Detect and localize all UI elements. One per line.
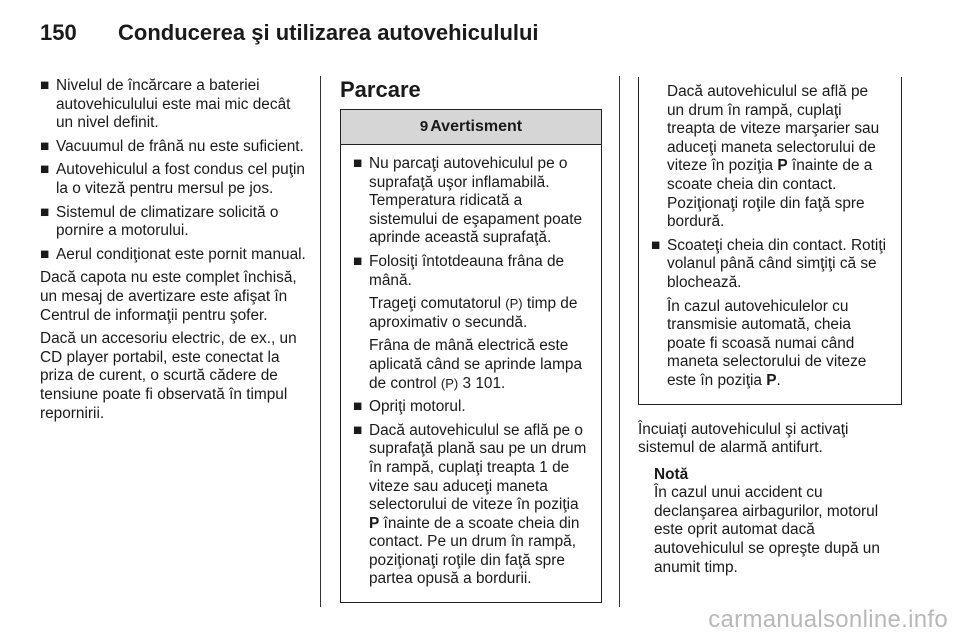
- paragraph: Frâna de mână electrică este aplicată când se aprinde lampa de control (P) 3 101.: [369, 337, 583, 392]
- paragraph: Trageţi comutatorul (P) timp de aproximativ o secundă.: [369, 295, 578, 331]
- warning-title: Avertisment: [430, 117, 523, 135]
- bullet-icon: ■: [40, 161, 50, 179]
- bullet-icon: ■: [40, 203, 50, 221]
- column-2: [340, 77, 602, 603]
- list-item: ■ Vacuumul de frână nu este suficient.: [40, 137, 304, 155]
- bullet-icon: ■: [40, 137, 50, 155]
- warning-triangle-icon: 9: [419, 117, 429, 135]
- warning-body: [639, 77, 901, 404]
- column-3: [638, 77, 902, 577]
- list-item: ■ Opriţi motorul.: [353, 398, 466, 416]
- page-number: 150: [40, 20, 77, 45]
- list-item: ■ Autovehiculul a fost condus cel puţin la o viteză pentru mersul pe jos.: [40, 161, 305, 197]
- column-1: [40, 77, 306, 428]
- section-title: Parcare: [340, 77, 421, 102]
- list-item: ■ Aerul condiţionat este pornit manual.: [40, 245, 306, 263]
- paragraph: În cazul autovehiculelor cu transmisie automată, cheia poate fi scoasă numai când maneta selectorului de viteze este în poziţia P.: [667, 297, 867, 389]
- list-item: ■ Nu parcaţi autovehiculul pe o suprafaţă uşor inflamabilă. Temperatura ridicată a sistemului de eşapament poate aprinde această suprafaţă.: [353, 155, 583, 247]
- note-title: Notă: [654, 465, 689, 483]
- paragraph: Dacă un accesoriu electric, de ex., un CD player portabil, este conectat la priza de curent, o scurtă cădere de tensiune poate fi observată în timpul repornirii.: [40, 330, 297, 422]
- paragraph: Încuiaţi autovehiculul şi activaţi sistemul de alarmă antifurt.: [638, 420, 849, 457]
- parking-brake-icon: (P): [440, 375, 459, 391]
- note-text: În cazul unui accident cu declanşarea airbagurilor, motorul este oprit automat dacă autovehiculul se opreşte după un anumit timp.: [654, 484, 880, 576]
- bullet-icon: ■: [353, 421, 363, 439]
- parking-brake-icon: (P): [505, 296, 523, 312]
- bullet-icon: ■: [353, 252, 363, 270]
- column-divider-left: [320, 76, 321, 607]
- bullet-icon: ■: [40, 245, 50, 263]
- note: [638, 466, 902, 578]
- list-item: ■ Nivelul de încărcare a bateriei autovehiculului este mai mic decât un nivel definit.: [40, 77, 291, 132]
- warning-box-continued: [638, 77, 902, 405]
- list-item: ■ Scoateţi cheia din contact. Rotiţi volanul până când simţiţi că se blochează.: [651, 236, 887, 291]
- warning-header: [341, 109, 601, 145]
- list-item: ■ Folosiţi întotdeauna frâna de mână.: [353, 252, 565, 289]
- bullet-icon: ■: [353, 155, 363, 172]
- watermark: carmanualsonline.info: [708, 606, 948, 633]
- chapter-title: Conducerea şi utilizarea autovehiculului: [118, 20, 539, 45]
- bullet-icon: ■: [353, 398, 363, 416]
- column-divider-right: [619, 76, 620, 607]
- list-item: ■ Dacă autovehiculul se află pe o suprafaţă plană sau pe un drum în rampă, cuplaţi treapta 1 de viteze sau aduceţi maneta selectorului de viteze în poziţia P înainte de a scoate cheia din contact. Pe un drum în rampă, poziţionaţi roţile din faţă spre partea opusă a bordurii.: [353, 421, 587, 588]
- paragraph: Dacă autovehiculul se află pe un drum în rampă, cuplaţi treapta de viteze marşarier sau aduceţi maneta selectorului de viteze în poziţia P înainte de a scoate cheia din contact. Poziţionaţi roţile din faţă spre bordură.: [667, 83, 880, 231]
- bullet-icon: ■: [40, 77, 50, 94]
- warning-body: [341, 145, 601, 602]
- list-item: ■ Sistemul de climatizare solicită o pornire a motorului.: [40, 203, 279, 240]
- paragraph: Dacă capota nu este complet închisă, un mesaj de avertizare este afişat în Centrul de informaţii pentru şofer.: [40, 269, 297, 324]
- page-header: [40, 20, 539, 50]
- bullet-icon: ■: [651, 236, 661, 254]
- page-ref-icon: 3: [462, 374, 472, 392]
- warning-box: [340, 109, 602, 603]
